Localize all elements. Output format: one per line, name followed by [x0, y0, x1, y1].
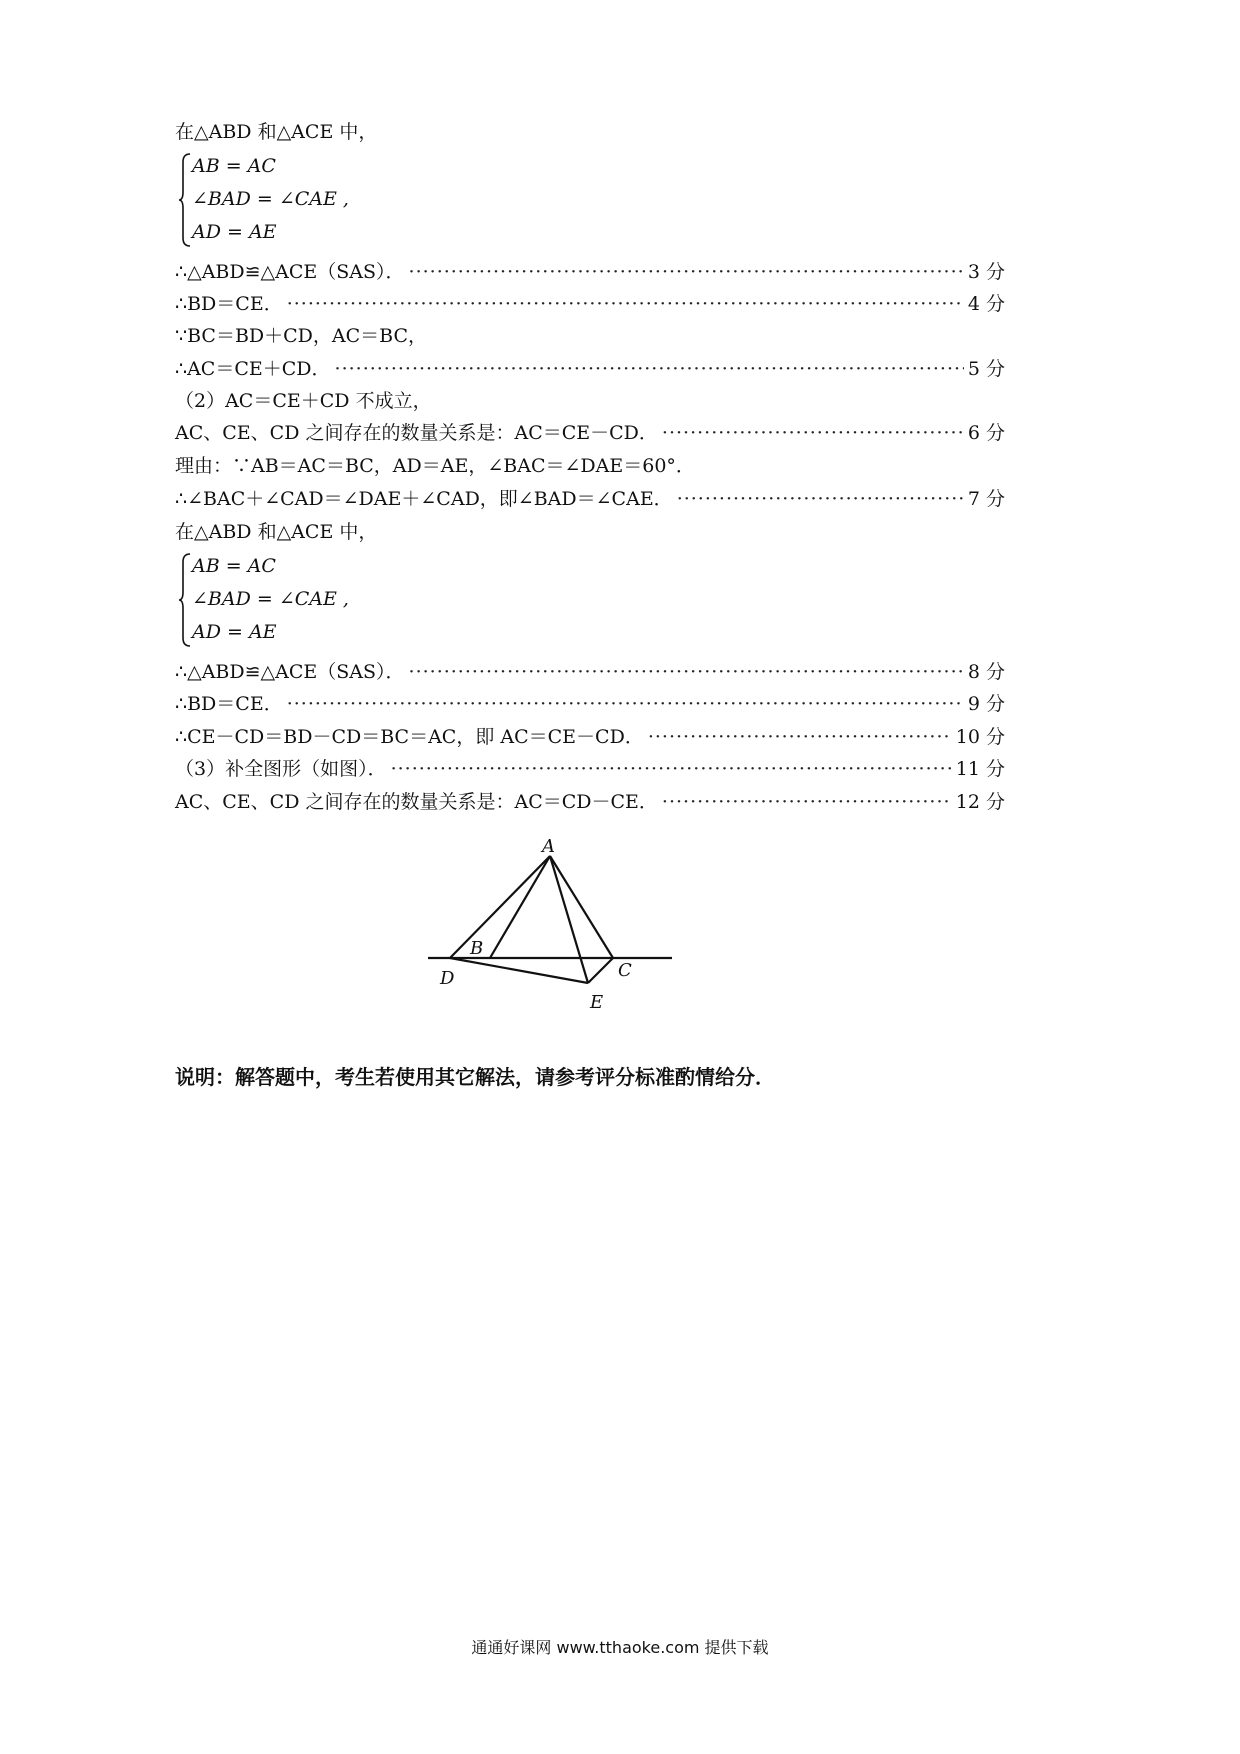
step-text: （3）补全图形（如图）． — [175, 758, 387, 780]
line-reason: 理由：∵AB＝AC＝BC，AD＝AE，∠BAC＝∠DAE＝60°． — [175, 455, 695, 477]
grading-note: 说明：解答题中，考生若使用其它解法，请参考评分标准酌情给分． — [175, 1065, 775, 1089]
dot-leader — [662, 421, 964, 445]
system1-eq1: AB = AC — [192, 155, 276, 177]
equation-system-1 — [178, 152, 478, 248]
page-footer: 通通好课网 www.tthaoke.com 提供下载 — [471, 1638, 769, 1657]
line-in-triangles-1: 在△ABD 和△ACE 中， — [175, 121, 378, 143]
step-score: 7 分 — [967, 488, 1005, 510]
step-text: ∴CE－CD＝BD－CD＝BC＝AC，即 AC＝CE－CD． — [175, 726, 644, 748]
dot-leader — [409, 260, 964, 284]
label-d: D — [440, 968, 455, 989]
label-c: C — [618, 960, 632, 981]
step-score: 10 分 — [955, 726, 1005, 748]
dot-leader — [287, 292, 964, 316]
step-bd-ce-2 — [175, 692, 1005, 716]
system2-eq3: AD = AE — [192, 621, 277, 643]
dot-leader — [287, 692, 964, 716]
segment-de — [450, 958, 588, 983]
step-score: 11 分 — [955, 758, 1005, 780]
step-congruent-1 — [175, 260, 1005, 284]
system1-eq2: ∠BAD = ∠CAE , — [192, 188, 349, 210]
equation-system-2 — [178, 552, 478, 648]
step-text: ∴∠BAC＋∠CAD＝∠DAE＋∠CAD，即∠BAD＝∠CAE． — [175, 488, 673, 510]
dot-leader — [335, 357, 964, 381]
label-a: A — [542, 838, 555, 857]
system2-eq1: AB = AC — [192, 555, 276, 577]
label-e: E — [590, 992, 604, 1013]
left-brace-icon — [178, 152, 192, 248]
step-score: 6 分 — [967, 422, 1005, 444]
segment-ac — [550, 856, 613, 958]
step-text: ∴△ABD≌△ACE（SAS）． — [175, 261, 405, 283]
step-angle-sum — [175, 487, 1005, 511]
step-score: 9 分 — [967, 693, 1005, 715]
segment-ae — [550, 856, 588, 983]
step-congruent-2 — [175, 660, 1005, 684]
dot-leader — [391, 757, 952, 781]
step-bd-ce-1 — [175, 292, 1005, 316]
step-text: AC、CE、CD 之间存在的数量关系是：AC＝CE－CD． — [175, 422, 658, 444]
step-text: ∴BD＝CE． — [175, 293, 283, 315]
line-because: ∵BC＝BD＋CD，AC＝BC， — [175, 325, 428, 347]
segment-ec — [588, 958, 613, 983]
step-score: 8 分 — [967, 661, 1005, 683]
step-relation-2 — [175, 421, 1005, 445]
system2-eq2: ∠BAD = ∠CAE , — [192, 588, 349, 610]
geometry-figure — [420, 838, 690, 1028]
dot-leader — [677, 487, 964, 511]
step-text: AC、CE、CD 之间存在的数量关系是：AC＝CD－CE． — [175, 791, 658, 813]
dot-leader — [409, 660, 964, 684]
step-score: 3 分 — [967, 261, 1005, 283]
line-in-triangles-2: 在△ABD 和△ACE 中， — [175, 521, 378, 543]
left-brace-icon — [178, 552, 192, 648]
step-score: 12 分 — [955, 791, 1005, 813]
dot-leader — [648, 725, 952, 749]
step-ac-sum — [175, 357, 1005, 381]
step-ce-minus-cd — [175, 725, 1005, 749]
step-text: ∴BD＝CE． — [175, 693, 283, 715]
step-text: ∴△ABD≌△ACE（SAS）． — [175, 661, 405, 683]
step-score: 4 分 — [967, 293, 1005, 315]
label-b: B — [470, 938, 484, 959]
line-part2-intro: （2）AC＝CE＋CD 不成立， — [175, 390, 432, 412]
step-score: 5 分 — [967, 358, 1005, 380]
dot-leader — [662, 790, 952, 814]
system1-eq3: AD = AE — [192, 221, 277, 243]
step-complete-figure — [175, 757, 1005, 781]
step-relation-3 — [175, 790, 1005, 814]
step-text: ∴AC＝CE＋CD． — [175, 358, 331, 380]
